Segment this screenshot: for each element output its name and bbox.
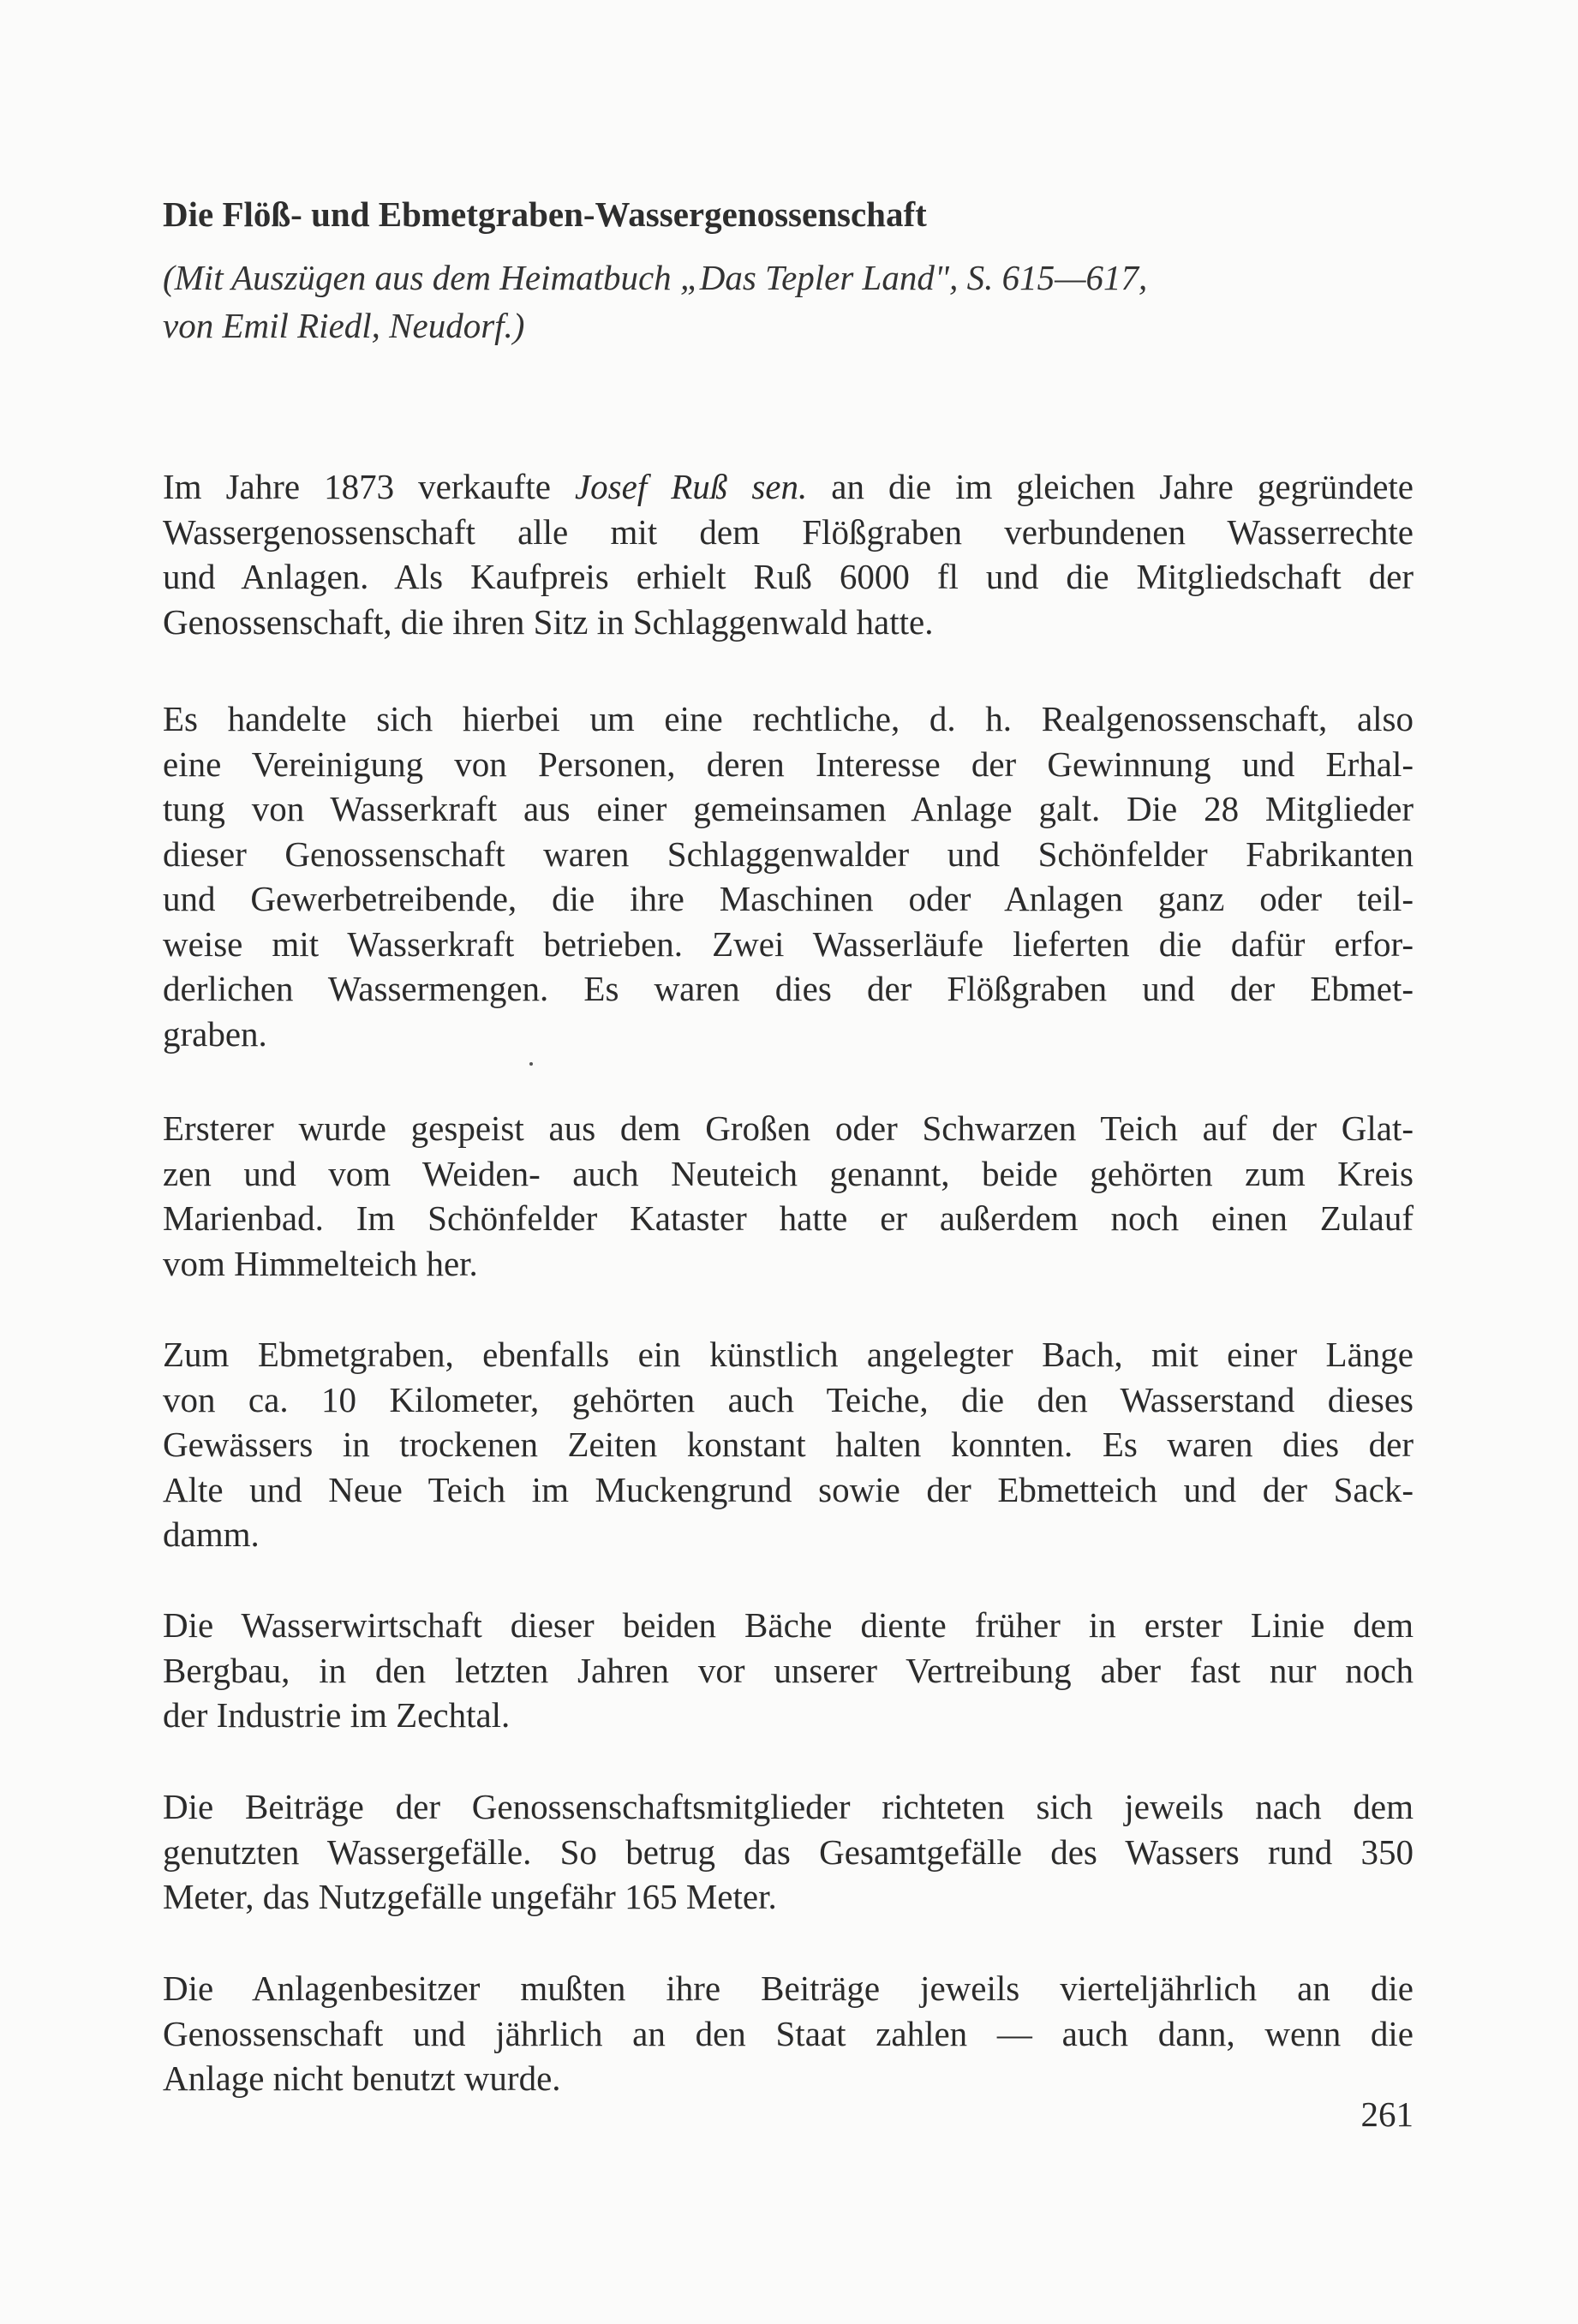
paragraph-line: graben. xyxy=(163,1013,267,1054)
source-note xyxy=(163,254,1414,349)
paragraph-line: weise mit Wasserkraft betrieben. Zwei Wasserläufe lieferten die dafür erfor- xyxy=(163,923,1414,964)
paragraph-6 xyxy=(163,1784,1414,1920)
paragraph-line: Wassergenossenschaft alle mit dem Flößgraben verbundenen Wasserrechte xyxy=(163,511,1414,552)
paragraph-line: Gewässers in trockenen Zeiten konstant halten konnten. Es waren dies der xyxy=(163,1425,1414,1464)
paragraph-line: derlichen Wassermengen. Es waren dies der Flößgraben und der Ebmet- xyxy=(163,969,1414,1008)
paragraph-line: Alte und Neue Teich im Muckengrund sowie der Ebmetteich und der Sack- xyxy=(163,1469,1414,1509)
print-speck xyxy=(529,1062,533,1066)
paragraph-line: Die Beiträge der Genossenschaftsmitglieder richteten sich jeweils nach dem xyxy=(163,1787,1414,1826)
page-number: 261 xyxy=(1360,2094,1414,2134)
paragraph-1 xyxy=(163,464,1414,644)
paragraph-7 xyxy=(163,1966,1414,2101)
paragraph-line: Im Jahre 1873 verkaufte Josef Ruß sen. an die im gleichen Jahre gegründete xyxy=(163,467,1414,506)
paragraph-line: Anlage nicht benutzt wurde. xyxy=(163,2058,561,2098)
paragraph-line: Zum Ebmetgraben, ebenfalls ein künstlich angelegter Bach, mit einer Länge xyxy=(163,1335,1414,1374)
paragraph-5 xyxy=(163,1603,1414,1738)
source-note-line: (Mit Auszügen aus dem Heimatbuch „Das Tepler Land", S. 615—617, xyxy=(163,258,1148,297)
source-note-line: von Emil Riedl, Neudorf.) xyxy=(163,306,525,345)
paragraph-line: Genossenschaft und jährlich an den Staat zahlen — auch dann, wenn die xyxy=(163,2013,1414,2053)
paragraph-line: vom Himmelteich her. xyxy=(163,1243,478,1283)
paragraph-line: zen und vom Weiden- auch Neuteich genannt, beide gehörten zum Kreis xyxy=(163,1153,1414,1193)
paragraph-line: tung von Wasserkraft aus einer gemeinsamen Anlage galt. Die 28 Mitglieder xyxy=(163,789,1414,828)
paragraph-line: dieser Genossenschaft waren Schlaggenwalder und Schönfelder Fabrikanten xyxy=(163,833,1414,874)
paragraph-line: Die Wasserwirtschaft dieser beiden Bäche diente früher in erster Linie dem xyxy=(163,1605,1414,1645)
paragraph-line: Die Anlagenbesitzer mußten ihre Beiträge jeweils vierteljährlich an die xyxy=(163,1969,1414,2008)
paragraph-line: damm. xyxy=(163,1514,260,1554)
chapter-heading: Die Flöß- und Ebmetgraben-Wassergenossenschaft xyxy=(163,194,927,234)
paragraph-line: Es handelte sich hierbei um eine rechtliche, d. h. Realgenossenschaft, also xyxy=(163,699,1414,738)
paragraph-line: von ca. 10 Kilometer, gehörten auch Teiche, die den Wasserstand dieses xyxy=(163,1379,1414,1419)
paragraph-line: Marienbad. Im Schönfelder Kataster hatte er außerdem noch einen Zulauf xyxy=(163,1198,1414,1238)
paragraph-line: Meter, das Nutzgefälle ungefähr 165 Meter. xyxy=(163,1877,777,1916)
paragraph-line: der Industrie im Zechtal. xyxy=(163,1695,511,1735)
paragraph-line: Ersterer wurde gespeist aus dem Großen oder Schwarzen Teich auf der Glat- xyxy=(163,1108,1414,1148)
paragraph-line: und Gewerbetreibende, die ihre Maschinen oder Anlagen ganz oder teil- xyxy=(163,879,1414,918)
person-name: Josef Ruß sen. xyxy=(574,467,808,506)
paragraph-line: Genossenschaft, die ihren Sitz in Schlaggenwald hatte. xyxy=(163,601,934,642)
paragraph-line: genutzten Wassergefälle. So betrug das Gesamtgefälle des Wassers rund 350 xyxy=(163,1831,1414,1872)
paragraph-2 xyxy=(163,696,1414,1056)
paragraph-line: und Anlagen. Als Kaufpreis erhielt Ruß 6000 fl und die Mitgliedschaft der xyxy=(163,557,1414,596)
paragraph-4 xyxy=(163,1332,1414,1557)
paragraph-3 xyxy=(163,1106,1414,1286)
paragraph-line: eine Vereinigung von Personen, deren Interesse der Gewinnung und Erhal- xyxy=(163,744,1414,784)
paragraph-line: Bergbau, in den letzten Jahren vor unserer Vertreibung aber fast nur noch xyxy=(163,1650,1414,1690)
